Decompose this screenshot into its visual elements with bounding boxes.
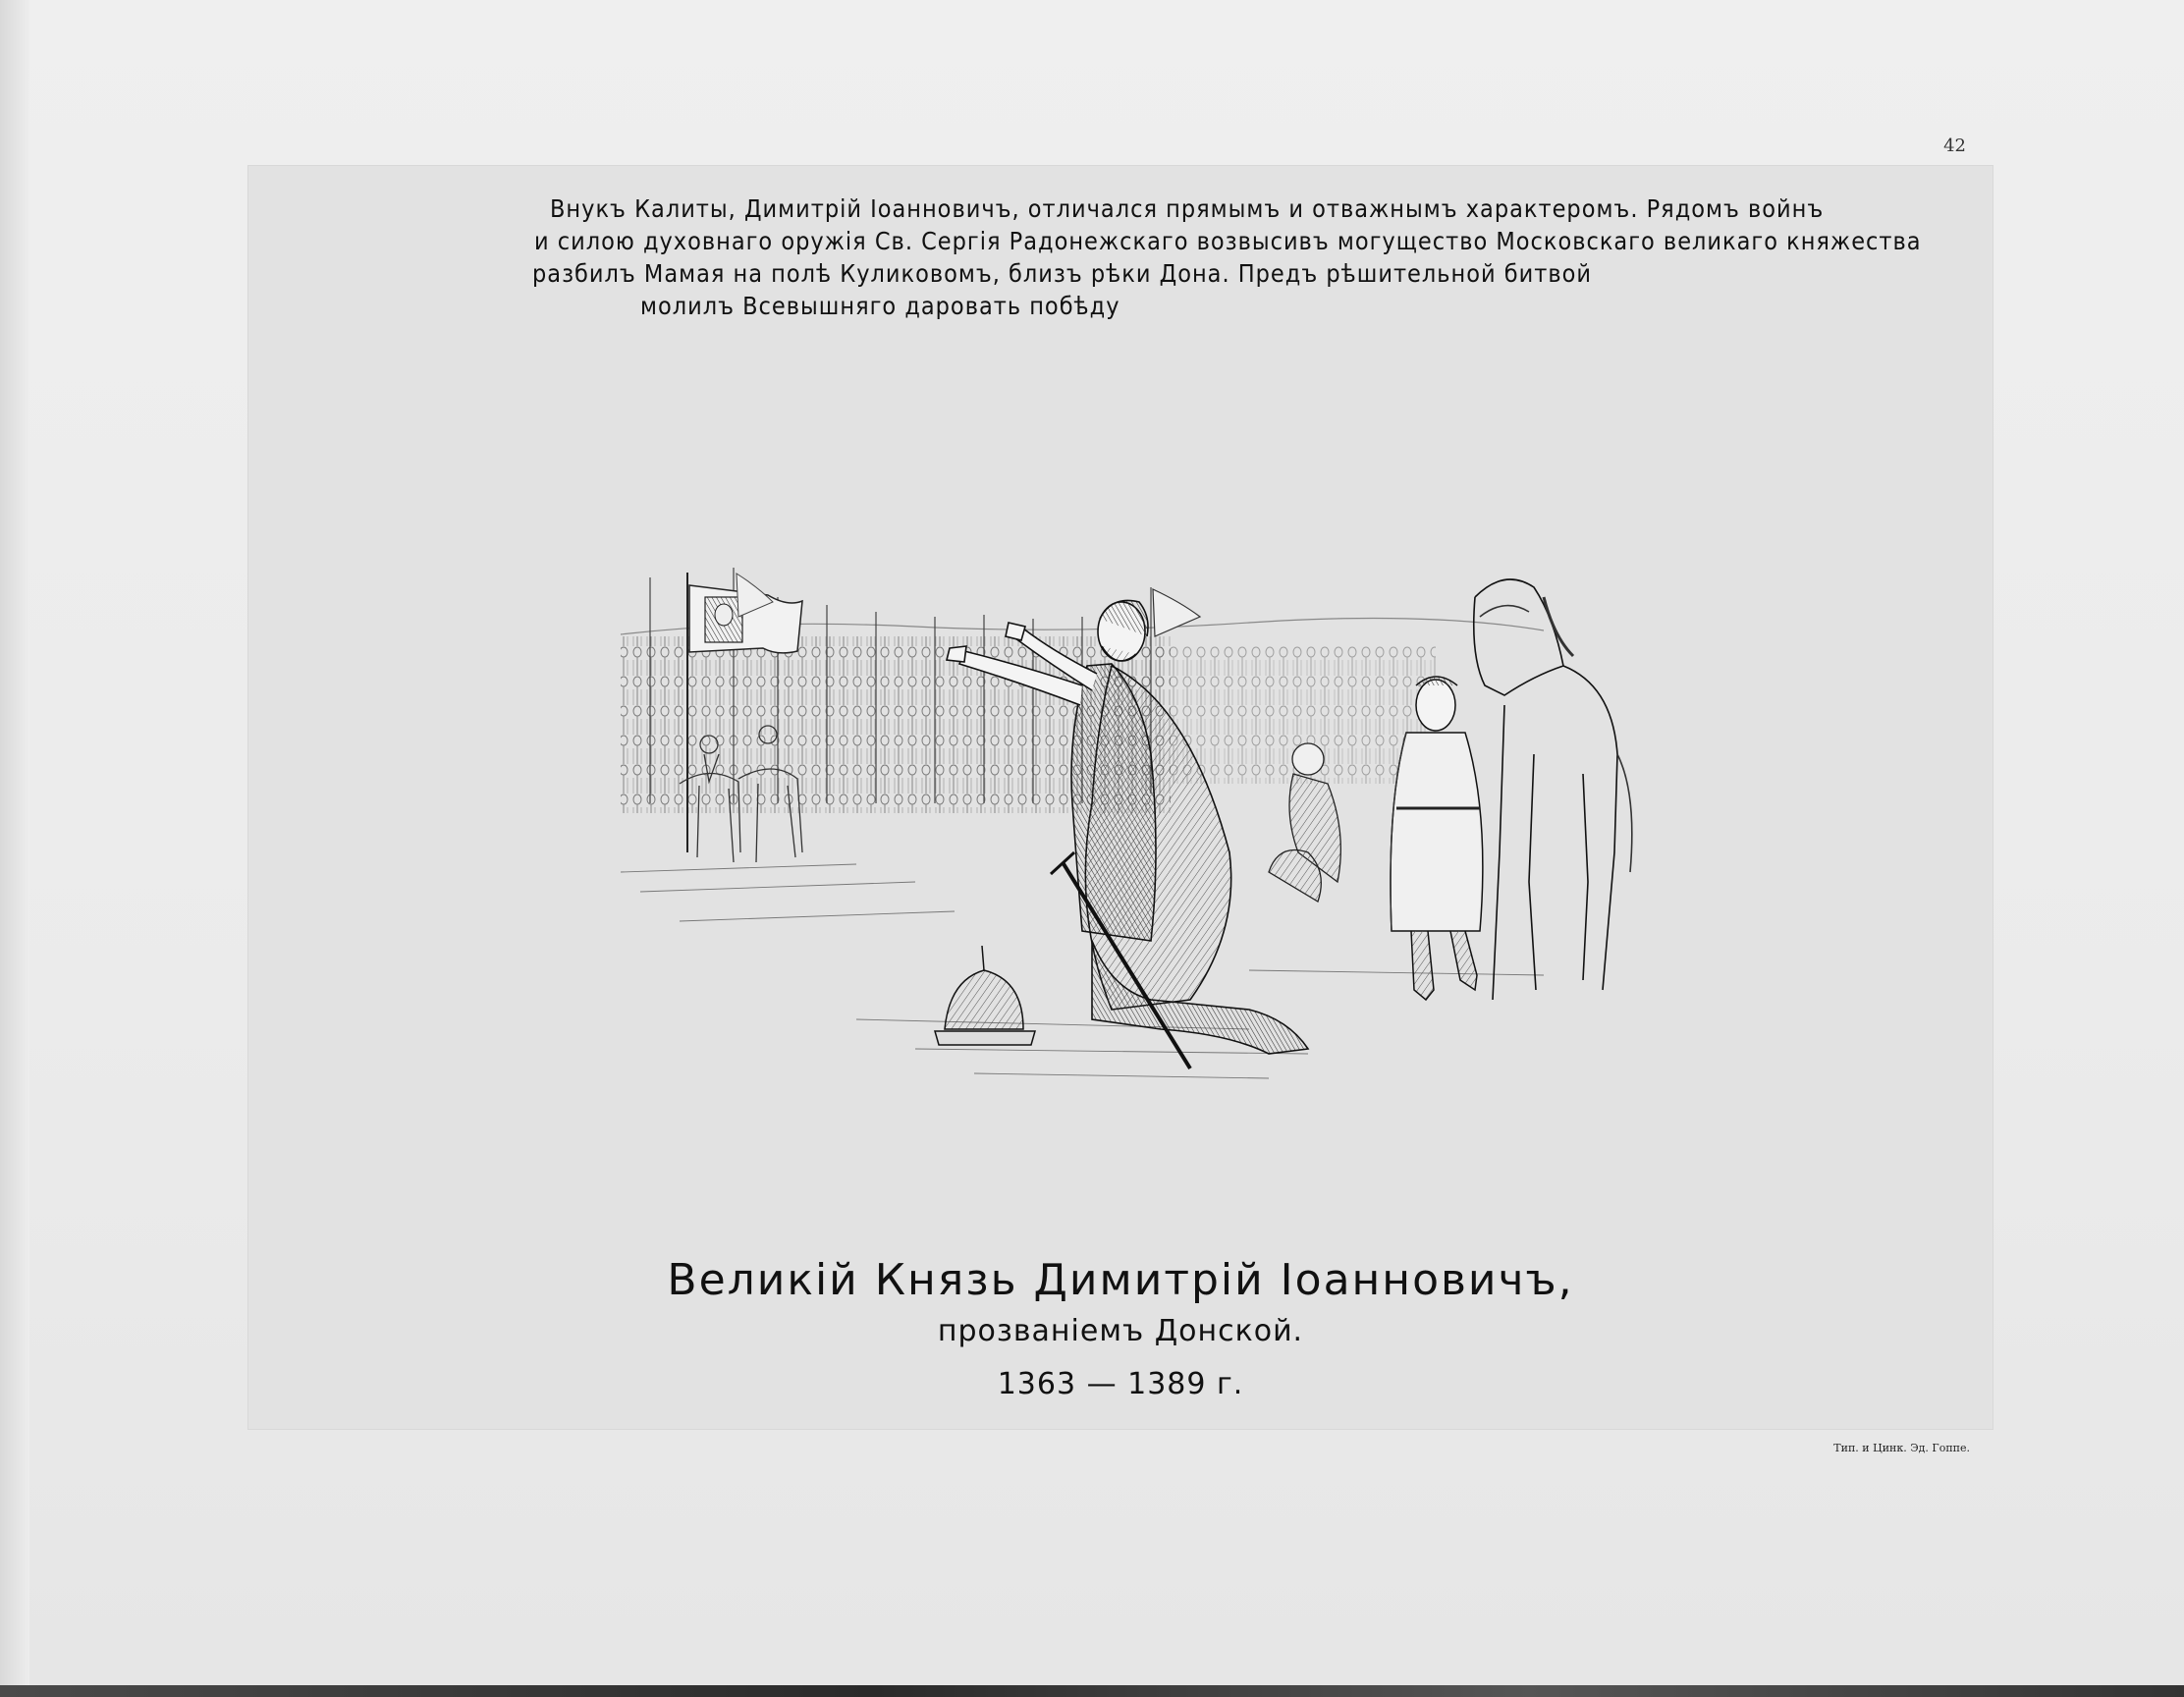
description-line: разбилъ Мамая на полѣ Куликовомъ, близъ рѣки Дона. Предъ рѣшительной битвой (532, 259, 1592, 288)
description-line: Внукъ Калиты, Димитрій Іоанновичъ, отличался прямымъ и отважнымъ характеромъ. Рядомъ войнъ (550, 194, 1825, 223)
book-spine-edge (0, 0, 29, 1687)
plate-years: 1363 — 1389 г. (997, 1367, 1244, 1401)
plate-subtitle: прозваніемъ Донской. (937, 1314, 1304, 1348)
description-line: и силою духовнаго оружія Св. Сергія Радонежскаго возвысивъ могущество Московскаго великаго княжества (534, 227, 1922, 255)
scan-bottom-edge (0, 1685, 2184, 1697)
description-text (532, 192, 1922, 322)
horse (1474, 579, 1632, 1000)
printer-credit: Тип. и Цинк. Эд. Гоппе. (1833, 1442, 1970, 1454)
engraving-kneeling-prince (562, 558, 1642, 1127)
plate-title: Великій Князь Димитрій Іоанновичъ, (667, 1255, 1574, 1305)
helmet-on-ground (935, 946, 1035, 1045)
banner (1153, 589, 1200, 636)
description-line: молилъ Всевышняго даровать побѣду (640, 292, 1120, 320)
illustration-plate (247, 165, 1993, 1430)
page-number: 42 (1943, 136, 1966, 156)
